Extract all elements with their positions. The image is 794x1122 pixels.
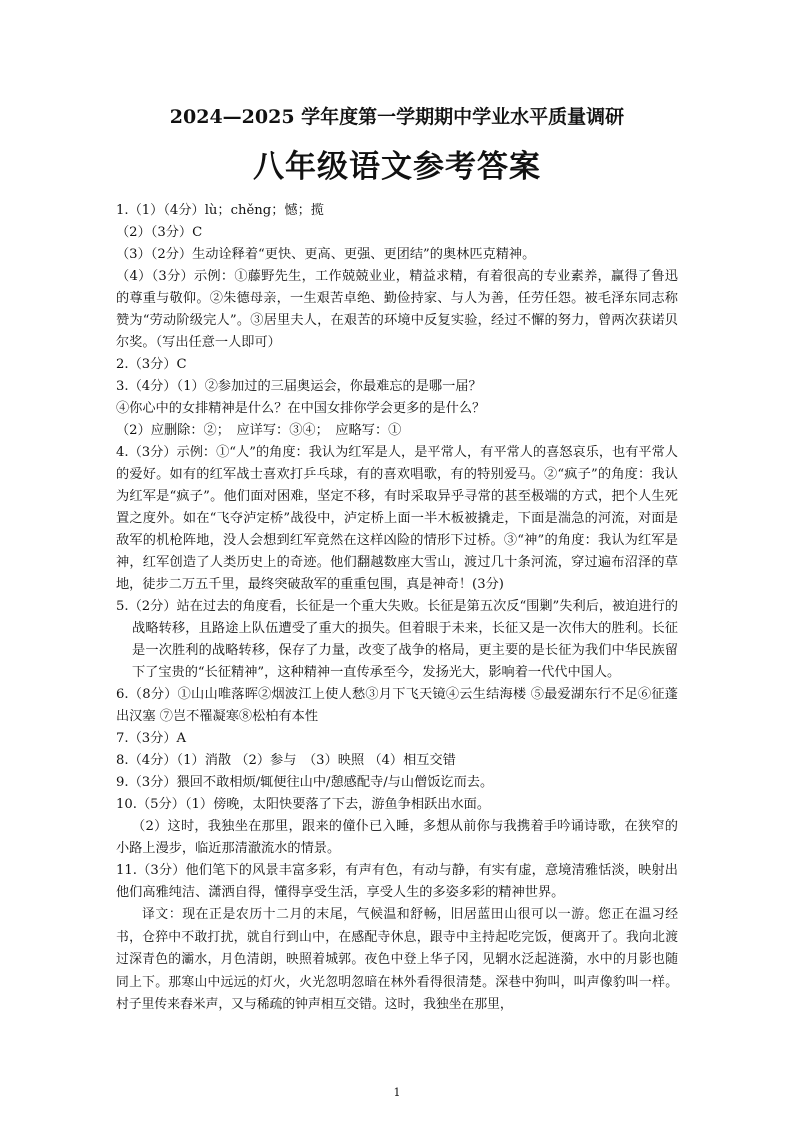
answer-q7: 7.（3分）A	[116, 731, 187, 746]
answer-q10-2: （2）这时，我独坐在那里，跟来的僮仆已入睡，多想从前你与我携着手吟诵诗歌，在狭窄的小路上漫步，临近那清澈流水的情景。	[116, 819, 678, 856]
answer-q8: 8.（4分）（1）消散 （2）参与 （3）映照 （4）相互交错	[116, 753, 456, 768]
answer-q11: 11.（3分）他们笔下的风景丰富多彩，有声有色，有动与静，有实有虚，意境清雅恬淡，映射出他们高雅纯洁、潇洒自得，懂得享受生活，享受人生的多姿多彩的精神世界。	[116, 863, 678, 900]
answer-q3-2: （2）应删除：②； 应详写：③④； 应略写：①	[116, 423, 402, 438]
answer-q1-4: （4）（3分）示例：①藤野先生，工作兢兢业业，精益求精，有着很高的专业素养，赢得了鲁迅的尊重与敬仰。②朱德母亲，一生艰苦卓绝、勤俭持家、与人为善，任劳任怨。被毛泽东同志称赞为“劳动阶级完人”。③居里夫人，在艰苦的环境中反复实验，经过不懈的努力，曾两次获诺贝尔奖。（写出任意一人即可）	[116, 269, 678, 350]
answer-q6: 6.（8分）①山山唯落晖②烟波江上使人愁③月下飞天镜④云生结海楼 ⑤最爱湖东行不足⑥征蓬出汉塞 ⑦岂不罹凝寒⑧松柏有本性	[116, 687, 678, 724]
page-number: 1	[393, 1086, 401, 1099]
answer-q1-2: （2）（3分）C	[116, 225, 203, 240]
document-subtitle: 2024—2025 学年度第一学期期中学业水平质量调研	[169, 106, 625, 128]
answer-q4: 4.（3分）示例：①“人”的角度：我认为红军是人，是平常人，有平常人的喜怒哀乐，也有平常人的爱好。如有的红军战士喜欢打乒乓球，有的喜欢唱歌，有的特别爱马。②“疯子”的角度：我认为红军是“疯子”。他们面对困难，坚定不移，有时采取异乎寻常的甚至极端的方式，把个人生死置之度外。如在“飞夺泸定桥”战役中，泸定桥上面一半木板被撬走，下面是湍急的河流，对面是敌军的机枪阵地，没人会想到红军竟然在这样凶险的情形下过桥。③“神”的角度：我认为红军是神，红军创造了人类历史上的奇迹。他们翻越数座大雪山，渡过几十条河流，穿过遍布沼泽的草地，徒步二万五千里，最终突破敌军的重重包围，真是神奇！(3分)	[116, 445, 678, 592]
answer-q1-3: （3）（2分）生动诠释着“更快、更高、更强、更团结”的奥林匹克精神。	[116, 247, 536, 262]
answer-body	[116, 200, 678, 1017]
answer-q3-1b: ④你心中的女排精神是什么？在中国女排你学会更多的是什么？	[116, 401, 486, 416]
answer-q10-1: 10.（5分）（1）傍晚，太阳快要落了下去，游鱼争相跃出水面。	[116, 797, 491, 812]
answer-q3-1a: 3.（4分）（1）②参加过的三届奥运会，你最难忘的是哪一届？	[116, 379, 482, 394]
answer-q1-1: 1.（1）（4分）lù；chěng；憾；揽	[116, 203, 324, 218]
translation-paragraph: 译文：现在正是农历十二月的末尾，气候温和舒畅，旧居蓝田山很可以一游。您正在温习经书，仓猝中不敢打扰，就自行到山中，在感配寺休息，跟寺中主持起吃完饭，便离开了。我向北渡过深青色的灞水，月色清朗，映照着城郭。夜色中登上华子冈，见辋水泛起涟漪，水中的月影也随同上下。那寒山中远远的灯火，火光忽明忽暗在林外看得很清楚。深巷中狗叫，叫声像豹叫一样。村子里传来舂米声，又与稀疏的钟声相互交错。这时，我独坐在那里，	[116, 907, 678, 1013]
answer-q5: 5.（2分）站在过去的角度看，长征是一个重大失败。长征是第五次反“围剿”失利后，被迫进行的战略转移，且路途上队伍遭受了重大的损失。但着眼于未来，长征又是一次伟大的胜利。长征是一次胜利的战略转移，保存了力量，改变了战争的格局，更主要的是长征为我们中华民族留下了宝贵的“长征精神”，这种精神一直传承至今，发扬光大，影响着一代代中国人。	[116, 599, 678, 680]
answer-q9: 9.（3分）猥回不敢相烦/辄便往山中/憩感配寺/与山僧饭讫而去。	[116, 775, 494, 790]
answer-q2: 2.（3分）C	[116, 357, 187, 372]
document-title: 八年级语文参考答案	[253, 149, 541, 185]
